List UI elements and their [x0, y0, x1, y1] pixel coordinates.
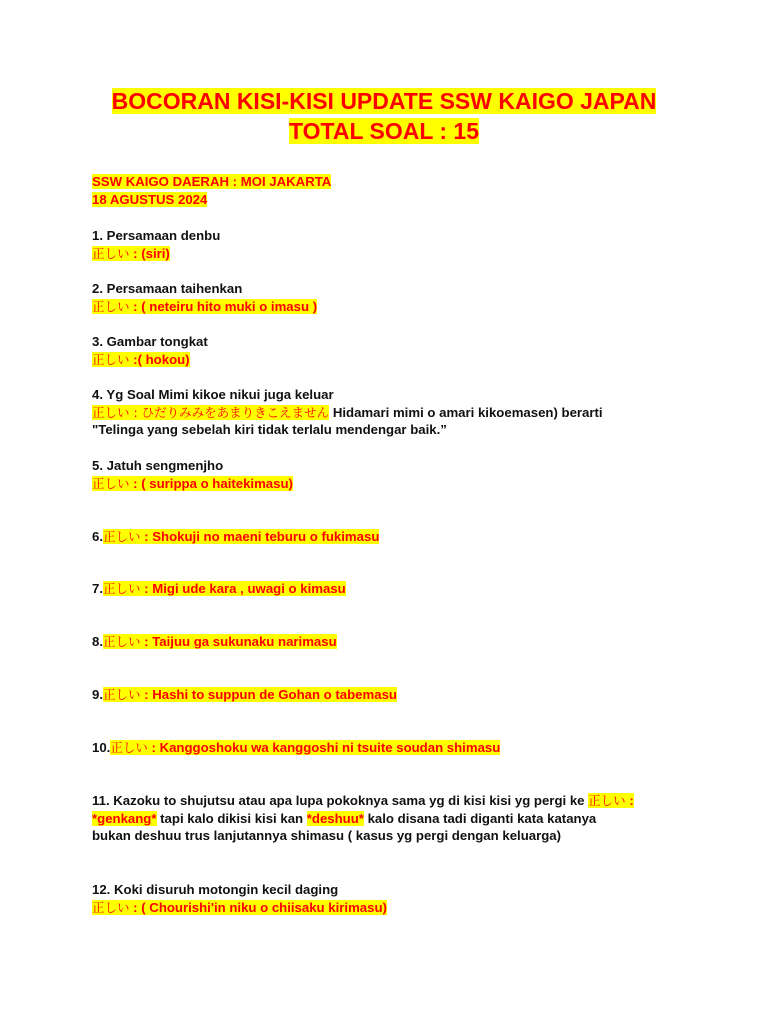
answer-value: : ( surippa o haitekimasu) — [129, 475, 293, 491]
highlight-genkang: *genkang* — [92, 810, 157, 826]
tadashii-label: 正しい — [103, 529, 141, 544]
tadashii-label: 正しい — [103, 581, 141, 596]
answer-text — [103, 529, 379, 544]
question-item — [92, 457, 692, 492]
exam-date: 18 AGUSTUS 2024 — [92, 191, 208, 207]
explanation-text: bukan deshuu trus lanjutannya shimasu ( kasus yg pergi dengan keluarga) — [92, 828, 561, 843]
question-item — [92, 881, 692, 916]
answer-label — [588, 793, 634, 808]
question-item — [92, 280, 692, 315]
tadashii-label: 正しい — [92, 245, 130, 261]
answer-text — [92, 900, 387, 915]
tadashii-label: 正しい — [103, 687, 141, 702]
tadashii-label: 正しい — [92, 899, 130, 915]
tadashii-label: 正しい — [92, 351, 130, 367]
question-item — [92, 333, 692, 368]
title-line-1: BOCORAN KISI-KISI UPDATE SSW KAIGO JAPAN — [111, 88, 657, 114]
answer-colon: : — [625, 793, 634, 808]
question-item — [92, 739, 692, 757]
answer-text — [103, 687, 397, 702]
answer-text — [103, 581, 346, 596]
region-label: SSW KAIGO DAERAH : MOI JAKARTA — [92, 174, 332, 189]
question-number: 8. — [92, 634, 103, 649]
explanation-text: kalo disana tadi diganti kata katanya — [363, 810, 597, 826]
tadashii-label: 正しい — [92, 475, 130, 491]
answer-text — [92, 299, 317, 314]
document-subtitle — [0, 116, 768, 146]
answer-text — [110, 740, 500, 755]
tadashii-label: 正しい — [92, 404, 130, 420]
question-number: 9. — [92, 687, 103, 702]
answer-text — [92, 352, 190, 367]
question-item — [92, 386, 692, 439]
question-item — [92, 792, 692, 845]
tadashii-label: 正しい — [110, 740, 148, 755]
answer-text — [103, 634, 337, 649]
question-text: 11. Kazoku to shujutsu atau apa lupa pokoknya sama yg di kisi kisi yg pergi ke — [92, 793, 589, 808]
question-item — [92, 580, 692, 598]
answer-value: : Migi ude kara , uwagi o kimasu — [140, 581, 346, 596]
answer-value: : Hashi to suppun de Gohan o tabemasu — [140, 687, 397, 702]
exam-info — [92, 173, 692, 208]
answer-text — [92, 476, 293, 491]
tadashii-label: 正しい — [588, 793, 626, 808]
question-text: 4. Yg Soal Mimi kikoe nikui juga keluar — [92, 387, 334, 402]
answer-romaji: Hidamari mimi o amari kikoemasen) berarti — [329, 404, 603, 420]
document-title — [0, 86, 768, 116]
question-item — [92, 633, 692, 651]
question-text: 5. Jatuh sengmenjho — [92, 458, 224, 473]
question-text: 12. Koki disuruh motongin kecil daging — [92, 882, 339, 897]
question-number: 7. — [92, 581, 103, 596]
tadashii-label: 正しい — [92, 298, 130, 314]
question-text: 2. Persamaan taihenkan — [92, 281, 243, 296]
answer-value: : (siri) — [129, 245, 170, 261]
tadashii-label: 正しい — [103, 634, 141, 649]
title-line-2: TOTAL SOAL : 15 — [289, 118, 479, 144]
answer-value: : Shokuji no maeni teburu o fukimasu — [140, 529, 380, 544]
answer-value: :( hokou) — [129, 351, 190, 367]
answer-text — [92, 246, 170, 261]
answer-value: : ( neteiru hito muki o imasu ) — [129, 298, 318, 314]
question-text: 3. Gambar tongkat — [92, 334, 208, 349]
answer-value: : Taijuu ga sukunaku narimasu — [140, 634, 337, 649]
explanation-text: tapi kalo dikisi kisi kan — [156, 810, 307, 826]
answer-japanese: : ひだりみみをあまりきこえません — [129, 404, 330, 420]
question-item — [92, 528, 692, 546]
answer-value: : ( Chourishi'in niku o chiisaku kirimasu) — [129, 899, 387, 915]
question-number: 6. — [92, 529, 103, 544]
answer-translation: "Telinga yang sebelah kiri tidak terlalu mendengar baik.” — [92, 422, 447, 437]
question-number: 10. — [92, 740, 111, 755]
question-item — [92, 227, 692, 262]
answer-text — [92, 405, 329, 420]
question-item — [92, 686, 692, 704]
highlight-deshuu: *deshuu* — [306, 810, 364, 826]
answer-value: : Kanggoshoku wa kanggoshi ni tsuite soudan shimasu — [147, 740, 501, 755]
question-text: 1. Persamaan denbu — [92, 228, 221, 243]
